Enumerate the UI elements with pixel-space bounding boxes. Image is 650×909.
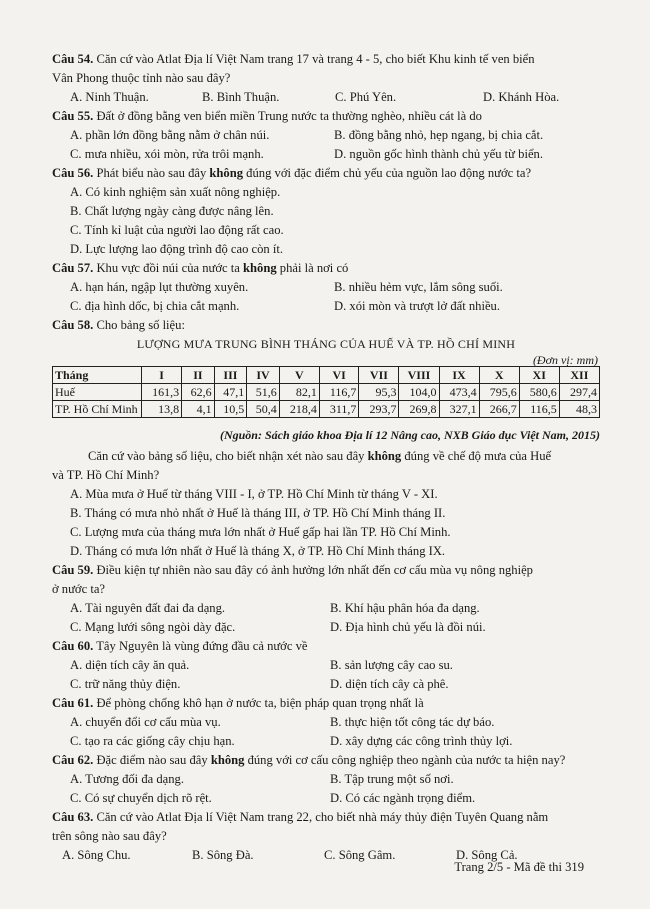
question-59: [52, 561, 600, 637]
option-d: D. nguồn gốc hình thành chủ yếu từ biển.: [334, 147, 543, 161]
option-a: A. Sông Chu.: [62, 848, 131, 862]
question-54: [52, 50, 600, 107]
table-header-cell: XI: [519, 367, 559, 384]
question-58-prompt: [52, 447, 600, 561]
question-label: Câu 58.: [52, 318, 94, 332]
option-a: A. diện tích cây ăn quả.: [70, 658, 190, 672]
rainfall-table: [52, 366, 600, 418]
question-text: Cho bảng số liệu:: [93, 318, 185, 332]
option-c: C. trữ năng thủy điện.: [70, 677, 181, 691]
question-text-bold: không: [367, 449, 402, 463]
question-text: Phát biểu nào sau đây: [93, 166, 210, 180]
table-header-cell: VI: [319, 367, 359, 384]
table-cell: 4,1: [182, 401, 215, 418]
question-text: Điều kiện tự nhiên nào sau đây có ảnh hưởng lớn nhất đến cơ cấu mùa vụ nông nghiệp: [93, 563, 533, 577]
option-d: D. diện tích cây cà phê.: [330, 677, 449, 691]
option-c: C. mưa nhiều, xói mòn, rửa trôi mạnh.: [70, 147, 264, 161]
option-a: A. chuyển đổi cơ cấu mùa vụ.: [70, 715, 221, 729]
question-label: Câu 60.: [52, 639, 94, 653]
question-text: Căn cứ vào Atlat Địa lí Việt Nam trang 17 và trang 4 - 5, cho biết Khu kinh tế ven biển: [93, 52, 535, 66]
question-62: [52, 751, 600, 808]
question-56: [52, 164, 600, 259]
question-label: Câu 59.: [52, 563, 94, 577]
table-header-cell: VIII: [399, 367, 439, 384]
question-58: [52, 316, 600, 335]
option-c: C. Mạng lưới sông ngòi dày đặc.: [70, 620, 236, 634]
question-text: đúng về chế độ mưa của Huế: [401, 449, 552, 463]
table-cell: 795,6: [479, 384, 519, 401]
table-cell: 13,8: [142, 401, 182, 418]
table-header-cell: Tháng: [53, 367, 142, 384]
question-label: Câu 61.: [52, 696, 94, 710]
question-text: Căn cứ vào Atlat Địa lí Việt Nam trang 22, cho biết nhà máy thủy điện Tuyên Quang nằm: [93, 810, 549, 824]
option-b: B. thực hiện tốt công tác dự báo.: [330, 715, 495, 729]
question-label: Câu 57.: [52, 261, 94, 275]
question-label: Câu 54.: [52, 52, 94, 66]
question-text: phải là nơi có: [276, 261, 349, 275]
table-header-cell: V: [279, 367, 319, 384]
table-header-cell: II: [182, 367, 215, 384]
option-d: D. Khánh Hòa.: [483, 90, 560, 104]
option-c: C. Có sự chuyển dịch rõ rệt.: [70, 791, 212, 805]
table-header-cell: IV: [247, 367, 280, 384]
table-cell: 266,7: [479, 401, 519, 418]
table-cell: 104,0: [399, 384, 439, 401]
question-text: Đất ở đồng bằng ven biển miền Trung nước ta thường nghèo, nhiều cát là do: [93, 109, 482, 123]
option-b: B. Tháng có mưa nhỏ nhất ở Huế là tháng III, ở TP. Hồ Chí Minh tháng II.: [70, 506, 446, 520]
table-cell: Huế: [53, 384, 142, 401]
question-55: [52, 107, 600, 164]
question-text: đúng với cơ cấu công nghiệp theo ngành của nước ta hiện nay?: [244, 753, 566, 767]
table-cell: 116,7: [319, 384, 359, 401]
question-label: Câu 62.: [52, 753, 94, 767]
table-header-cell: IX: [439, 367, 479, 384]
table-header-cell: I: [142, 367, 182, 384]
table-cell: 269,8: [399, 401, 439, 418]
table-cell: 10,5: [214, 401, 247, 418]
table-cell: 50,4: [247, 401, 280, 418]
option-b: B. Tập trung một số nơi.: [330, 772, 454, 786]
question-text: Vân Phong thuộc tỉnh nào sau đây?: [52, 71, 231, 85]
table-cell: 47,1: [214, 384, 247, 401]
option-c: C. địa hình dốc, bị chia cắt mạnh.: [70, 299, 240, 313]
option-b: B. nhiều hẻm vực, lắm sông suối.: [334, 280, 503, 294]
question-text: Để phòng chống khô hạn ở nước ta, biện pháp quan trọng nhất là: [93, 696, 424, 710]
option-b: B. Bình Thuận.: [202, 90, 280, 104]
table-row: [53, 401, 600, 418]
table-cell: 82,1: [279, 384, 319, 401]
option-d: D. Địa hình chủ yếu là đồi núi.: [330, 620, 486, 634]
question-label: Câu 55.: [52, 109, 94, 123]
question-text-bold: không: [210, 753, 245, 767]
table-title: LƯỢNG MƯA TRUNG BÌNH THÁNG CỦA HUẾ VÀ TP. HỒ CHÍ MINH: [136, 337, 516, 351]
option-a: A. Tương đối đa dạng.: [70, 772, 184, 786]
table-cell: 580,6: [519, 384, 559, 401]
table-cell: 293,7: [359, 401, 399, 418]
option-d: D. Lực lượng lao động trình độ cao còn ít.: [70, 242, 284, 256]
question-label: Câu 56.: [52, 166, 94, 180]
option-a: A. Tài nguyên đất đai đa dạng.: [70, 601, 226, 615]
question-text-bold: không: [243, 261, 277, 275]
option-b: B. Sông Đà.: [192, 848, 254, 862]
option-b: B. Chất lượng ngày càng được nâng lên.: [70, 204, 274, 218]
option-a: A. hạn hán, ngập lụt thường xuyên.: [70, 280, 249, 294]
table-cell: 297,4: [559, 384, 599, 401]
table-cell: 116,5: [519, 401, 559, 418]
question-label: Câu 63.: [52, 810, 94, 824]
page-footer: Trang 2/5 - Mã đề thi 319: [454, 860, 584, 874]
table-cell: 473,4: [439, 384, 479, 401]
option-b: B. sản lượng cây cao su.: [330, 658, 453, 672]
question-text: Tây Nguyên là vùng đứng đầu cả nước về: [93, 639, 308, 653]
question-61: [52, 694, 600, 751]
table-source: (Nguồn: Sách giáo khoa Địa lí 12 Nâng cao, NXB Giáo dục Việt Nam, 2015): [219, 428, 600, 442]
table-cell: 48,3: [559, 401, 599, 418]
table-header-cell: III: [214, 367, 247, 384]
question-text: đúng với đặc điểm chủ yếu của nguồn lao động nước ta?: [243, 166, 532, 180]
option-c: C. Sông Gâm.: [324, 848, 396, 862]
table-header-cell: VII: [359, 367, 399, 384]
question-60: [52, 637, 600, 694]
option-c: C. Lượng mưa của tháng mưa lớn nhất ở Huế gấp hai lần TP. Hồ Chí Minh.: [70, 525, 451, 539]
option-b: B. đồng bằng nhỏ, hẹp ngang, bị chia cắt.: [334, 128, 544, 142]
table-cell: 95,3: [359, 384, 399, 401]
question-63: [52, 808, 600, 865]
table-cell: 51,6: [247, 384, 280, 401]
option-a: A. Mùa mưa ở Huế từ tháng VIII - I, ở TP. Hồ Chí Minh từ tháng V - XI.: [70, 487, 438, 501]
table-cell: TP. Hồ Chí Minh: [53, 401, 142, 418]
option-c: C. Phú Yên.: [335, 90, 397, 104]
question-text: trên sông nào sau đây?: [52, 829, 167, 843]
question-text: và TP. Hồ Chí Minh?: [52, 468, 160, 482]
table-cell: 218,4: [279, 401, 319, 418]
table-cell: 161,3: [142, 384, 182, 401]
table-cell: 62,6: [182, 384, 215, 401]
option-d: D. Tháng có mưa lớn nhất ở Huế là tháng X, ở TP. Hồ Chí Minh tháng IX.: [70, 544, 446, 558]
table-unit: (Đơn vị: mm): [532, 353, 598, 367]
question-text: Căn cứ vào bảng số liệu, cho biết nhận xét nào sau đây: [88, 449, 368, 463]
table-cell: 311,7: [319, 401, 359, 418]
option-d: D. Có các ngành trọng điểm.: [330, 791, 476, 805]
option-c: C. tạo ra các giống cây chịu hạn.: [70, 734, 235, 748]
question-text-bold: không: [209, 166, 244, 180]
question-text: Đặc điểm nào sau đây: [93, 753, 211, 767]
option-d: D. xói mòn và trượt lở đất nhiều.: [334, 299, 501, 313]
option-a: A. Ninh Thuận.: [70, 90, 149, 104]
table-header-cell: XII: [559, 367, 599, 384]
option-d: D. Sông Cả.: [456, 848, 518, 862]
table-cell: 327,1: [439, 401, 479, 418]
table-row: [53, 384, 600, 401]
table-header-cell: X: [479, 367, 519, 384]
option-a: A. Có kinh nghiệm sản xuất nông nghiệp.: [70, 185, 281, 199]
option-c: C. Tính kỉ luật của người lao động rất cao.: [70, 223, 284, 237]
question-57: [52, 259, 600, 316]
table-header-row: [53, 367, 600, 384]
question-text: ở nước ta?: [52, 582, 106, 596]
question-text: Khu vực đồi núi của nước ta: [93, 261, 244, 275]
option-d: D. xây dựng các công trình thủy lợi.: [330, 734, 513, 748]
option-a: A. phần lớn đồng bằng nằm ở chân núi.: [70, 128, 270, 142]
option-b: B. Khí hậu phân hóa đa dạng.: [330, 601, 480, 615]
